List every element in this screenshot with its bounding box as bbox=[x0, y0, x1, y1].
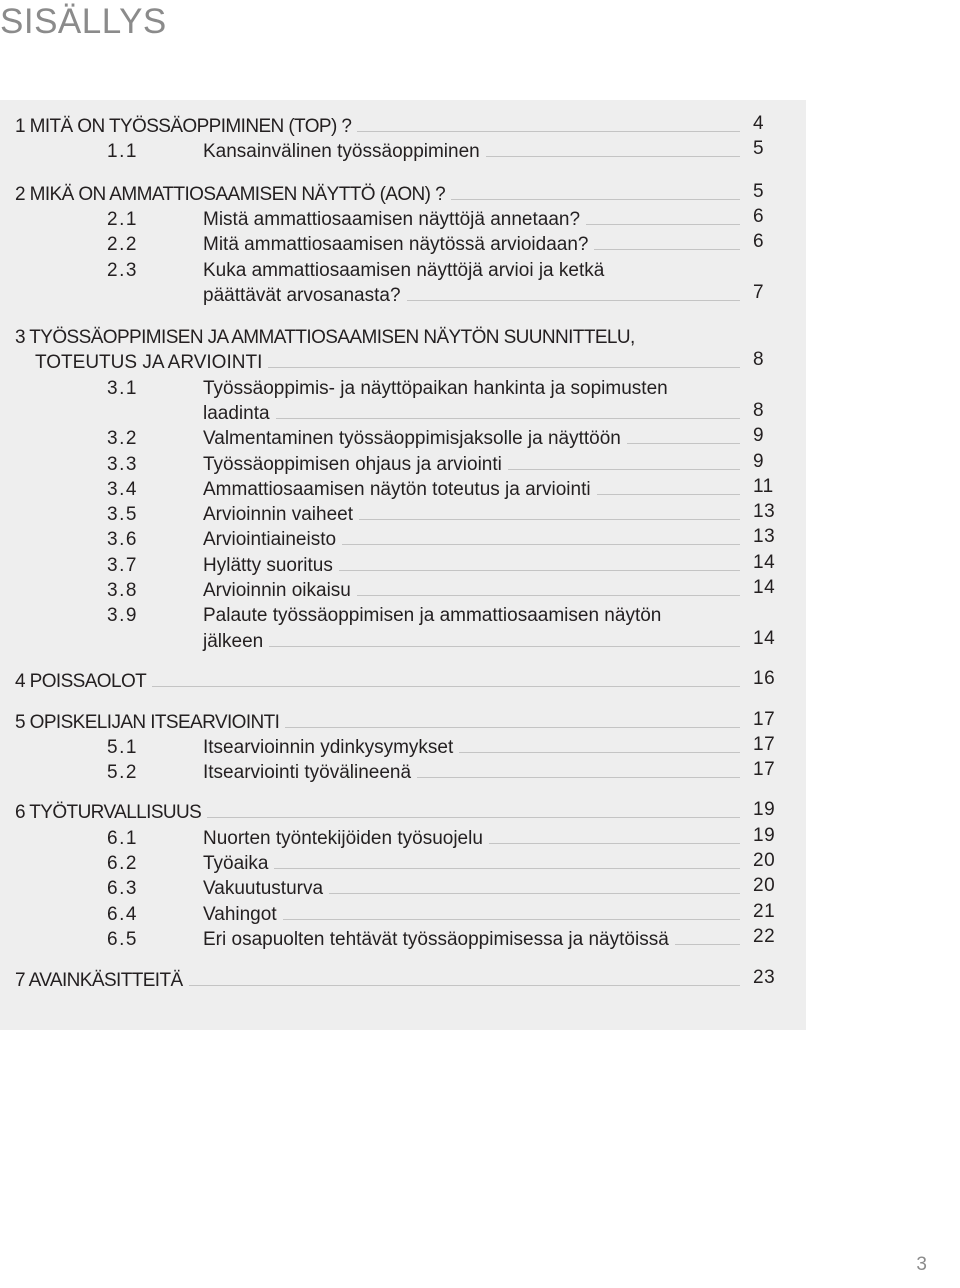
toc-entry-number: 3.4 bbox=[107, 479, 138, 500]
toc-entry bbox=[0, 927, 806, 952]
toc-entry-page: 13 bbox=[753, 526, 776, 547]
toc-entry bbox=[0, 710, 806, 735]
toc-entry-page: 23 bbox=[753, 967, 776, 988]
toc-entry-title: Valmentaminen työssäoppimisjaksolle ja näyttöön bbox=[203, 428, 621, 449]
toc-leader-line bbox=[276, 418, 740, 419]
toc-entry-page: 9 bbox=[753, 451, 765, 472]
toc-entry bbox=[0, 760, 806, 785]
toc-entry bbox=[0, 629, 806, 654]
toc-entry-page: 9 bbox=[753, 425, 765, 446]
toc-entry-page: 20 bbox=[753, 875, 776, 896]
toc-entry-page: 14 bbox=[753, 577, 776, 598]
toc-leader-line bbox=[357, 131, 740, 132]
toc-entry bbox=[0, 258, 806, 283]
toc-entry-title: Työssäoppimis- ja näyttöpaikan hankinta ja sopimusten bbox=[203, 378, 668, 399]
toc-entry-title: Työaika bbox=[203, 853, 269, 874]
toc-entry-title: Kansainvälinen työssäoppiminen bbox=[203, 141, 480, 162]
toc-leader-line bbox=[207, 817, 740, 818]
toc-leader-line bbox=[189, 985, 740, 986]
toc-entry bbox=[0, 826, 806, 851]
toc-entry-title: laadinta bbox=[203, 403, 270, 424]
toc-entry-page: 17 bbox=[753, 734, 776, 755]
toc-entry bbox=[0, 182, 806, 207]
toc-entry-page: 13 bbox=[753, 501, 776, 522]
toc-entry bbox=[0, 139, 806, 164]
toc-entry-number: 6.2 bbox=[107, 853, 138, 874]
toc-entry-page: 21 bbox=[753, 901, 776, 922]
toc-leader-line bbox=[417, 777, 740, 778]
toc-entry-number: 3.7 bbox=[107, 555, 138, 576]
toc-leader-line bbox=[459, 752, 740, 753]
toc-leader-line bbox=[627, 443, 740, 444]
toc-entry-number: 6.3 bbox=[107, 878, 138, 899]
toc-leader-line bbox=[339, 570, 740, 571]
toc-entry-page: 19 bbox=[753, 825, 776, 846]
toc-entry-number: 6.4 bbox=[107, 904, 138, 925]
toc-entry-title: Nuorten työntekijöiden työsuojelu bbox=[203, 828, 483, 849]
toc-entry-title: jälkeen bbox=[203, 631, 264, 652]
toc-leader-line bbox=[586, 224, 740, 225]
toc-entry bbox=[0, 578, 806, 603]
toc-entry bbox=[0, 851, 806, 876]
toc-leader-line bbox=[152, 686, 740, 687]
toc-leader-line bbox=[285, 727, 740, 728]
table-of-contents bbox=[0, 100, 806, 1030]
toc-entry-title: 1 MITÄ ON TYÖSSÄOPPIMINEN (TOP) ? bbox=[15, 116, 352, 137]
toc-leader-line bbox=[508, 469, 740, 470]
toc-leader-line bbox=[597, 494, 740, 495]
toc-entry-title: Palaute työssäoppimisen ja ammattiosaamisen näytön bbox=[203, 605, 662, 626]
toc-leader-line bbox=[357, 595, 740, 596]
page-number: 3 bbox=[916, 1254, 927, 1275]
toc-entry-page: 6 bbox=[753, 231, 765, 252]
toc-entry-number: 1.1 bbox=[107, 141, 138, 162]
toc-entry-number: 6.1 bbox=[107, 828, 138, 849]
toc-entry bbox=[0, 283, 806, 308]
toc-entry-page: 4 bbox=[753, 113, 765, 134]
toc-entry-number: 3.2 bbox=[107, 428, 138, 449]
toc-leader-line bbox=[342, 544, 740, 545]
toc-leader-line bbox=[359, 519, 740, 520]
toc-entry-page: 7 bbox=[753, 282, 765, 303]
toc-leader-line bbox=[407, 300, 740, 301]
toc-entry-title: Arviointiaineisto bbox=[203, 529, 337, 550]
toc-leader-line bbox=[451, 199, 740, 200]
toc-leader-line bbox=[283, 919, 740, 920]
toc-entry-title: Arvioinnin oikaisu bbox=[203, 580, 351, 601]
toc-entry-page: 8 bbox=[753, 400, 765, 421]
toc-leader-line bbox=[269, 646, 740, 647]
toc-entry-title: Hylätty suoritus bbox=[203, 555, 333, 576]
toc-entry-title: 2 MIKÄ ON AMMATTIOSAAMISEN NÄYTTÖ (AON) ? bbox=[15, 184, 446, 205]
toc-entry-title: päättävät arvosanasta? bbox=[203, 285, 401, 306]
toc-entry bbox=[0, 232, 806, 257]
toc-entry bbox=[0, 603, 806, 628]
toc-leader-line bbox=[268, 367, 740, 368]
toc-entry-title: 5 OPISKELIJAN ITSEARVIOINTI bbox=[15, 712, 280, 733]
toc-entry-number: 3.8 bbox=[107, 580, 138, 601]
toc-entry-title: Arvioinnin vaiheet bbox=[203, 504, 353, 525]
toc-entry bbox=[0, 902, 806, 927]
toc-entry-title: Mitä ammattiosaamisen näytössä arvioidaan? bbox=[203, 234, 589, 255]
toc-entry bbox=[0, 325, 806, 350]
toc-entry-number: 5.2 bbox=[107, 762, 138, 783]
toc-entry-page: 17 bbox=[753, 759, 776, 780]
toc-leader-line bbox=[675, 944, 740, 945]
page-title: SISÄLLYS bbox=[0, 2, 167, 41]
toc-entry-number: 3.3 bbox=[107, 454, 138, 475]
toc-entry-number: 3.5 bbox=[107, 504, 138, 525]
toc-entry-number: 2.3 bbox=[107, 260, 138, 281]
toc-entry bbox=[0, 669, 806, 694]
toc-entry-page: 5 bbox=[753, 181, 765, 202]
toc-entry-page: 17 bbox=[753, 709, 776, 730]
toc-entry bbox=[0, 502, 806, 527]
toc-entry-title: TOTEUTUS JA ARVIOINTI bbox=[35, 352, 263, 373]
toc-entry-page: 22 bbox=[753, 926, 776, 947]
toc-entry bbox=[0, 401, 806, 426]
toc-entry-number: 3.1 bbox=[107, 378, 138, 399]
toc-entry-number: 5.1 bbox=[107, 737, 138, 758]
toc-entry bbox=[0, 426, 806, 451]
toc-entry-title: Vahingot bbox=[203, 904, 277, 925]
toc-entry-title: Työssäoppimisen ohjaus ja arviointi bbox=[203, 454, 502, 475]
toc-entry-page: 8 bbox=[753, 349, 765, 370]
toc-entry bbox=[0, 114, 806, 139]
toc-leader-line bbox=[274, 868, 740, 869]
toc-entry bbox=[0, 553, 806, 578]
toc-entry-title: 3 TYÖSSÄOPPIMISEN JA AMMATTIOSAAMISEN NÄYTÖN SUUNNITTELU, bbox=[15, 327, 635, 348]
toc-leader-line bbox=[329, 893, 740, 894]
toc-entry-number: 3.9 bbox=[107, 605, 138, 626]
toc-entry bbox=[0, 735, 806, 760]
toc-leader-line bbox=[486, 156, 740, 157]
toc-entry bbox=[0, 968, 806, 993]
toc-entry-page: 5 bbox=[753, 138, 765, 159]
toc-leader-line bbox=[594, 249, 740, 250]
toc-entry bbox=[0, 477, 806, 502]
toc-entry-page: 14 bbox=[753, 628, 776, 649]
toc-entry-title: 4 POISSAOLOT bbox=[15, 671, 147, 692]
toc-entry bbox=[0, 207, 806, 232]
toc-entry-page: 6 bbox=[753, 206, 765, 227]
toc-entry-title: Vakuutusturva bbox=[203, 878, 324, 899]
toc-entry-title: 7 AVAINKÄSITTEITÄ bbox=[15, 970, 183, 991]
toc-entry bbox=[0, 527, 806, 552]
toc-entry-title: Ammattiosaamisen näytön toteutus ja arviointi bbox=[203, 479, 591, 500]
toc-entry-number: 3.6 bbox=[107, 529, 138, 550]
toc-entry bbox=[0, 452, 806, 477]
toc-entry-page: 11 bbox=[753, 476, 774, 497]
toc-entry-number: 2.1 bbox=[107, 209, 138, 230]
toc-entry bbox=[0, 350, 806, 375]
toc-entry bbox=[0, 800, 806, 825]
toc-entry-title: Eri osapuolten tehtävät työssäoppimisessa ja näytöissä bbox=[203, 929, 669, 950]
toc-entry-title: Itsearvioinnin ydinkysymykset bbox=[203, 737, 454, 758]
toc-entry bbox=[0, 376, 806, 401]
toc-entry bbox=[0, 876, 806, 901]
toc-entry-number: 2.2 bbox=[107, 234, 138, 255]
toc-entry-number: 6.5 bbox=[107, 929, 138, 950]
toc-entry-title: 6 TYÖTURVALLISUUS bbox=[15, 802, 202, 823]
toc-entry-title: Mistä ammattiosaamisen näyttöjä annetaan? bbox=[203, 209, 581, 230]
toc-entry-page: 16 bbox=[753, 668, 776, 689]
toc-entry-title: Itsearviointi työvälineenä bbox=[203, 762, 412, 783]
toc-entry-page: 19 bbox=[753, 799, 776, 820]
toc-entry-title: Kuka ammattiosaamisen näyttöjä arvioi ja ketkä bbox=[203, 260, 605, 281]
toc-entry-page: 14 bbox=[753, 552, 776, 573]
toc-leader-line bbox=[489, 843, 740, 844]
toc-entry-page: 20 bbox=[753, 850, 776, 871]
